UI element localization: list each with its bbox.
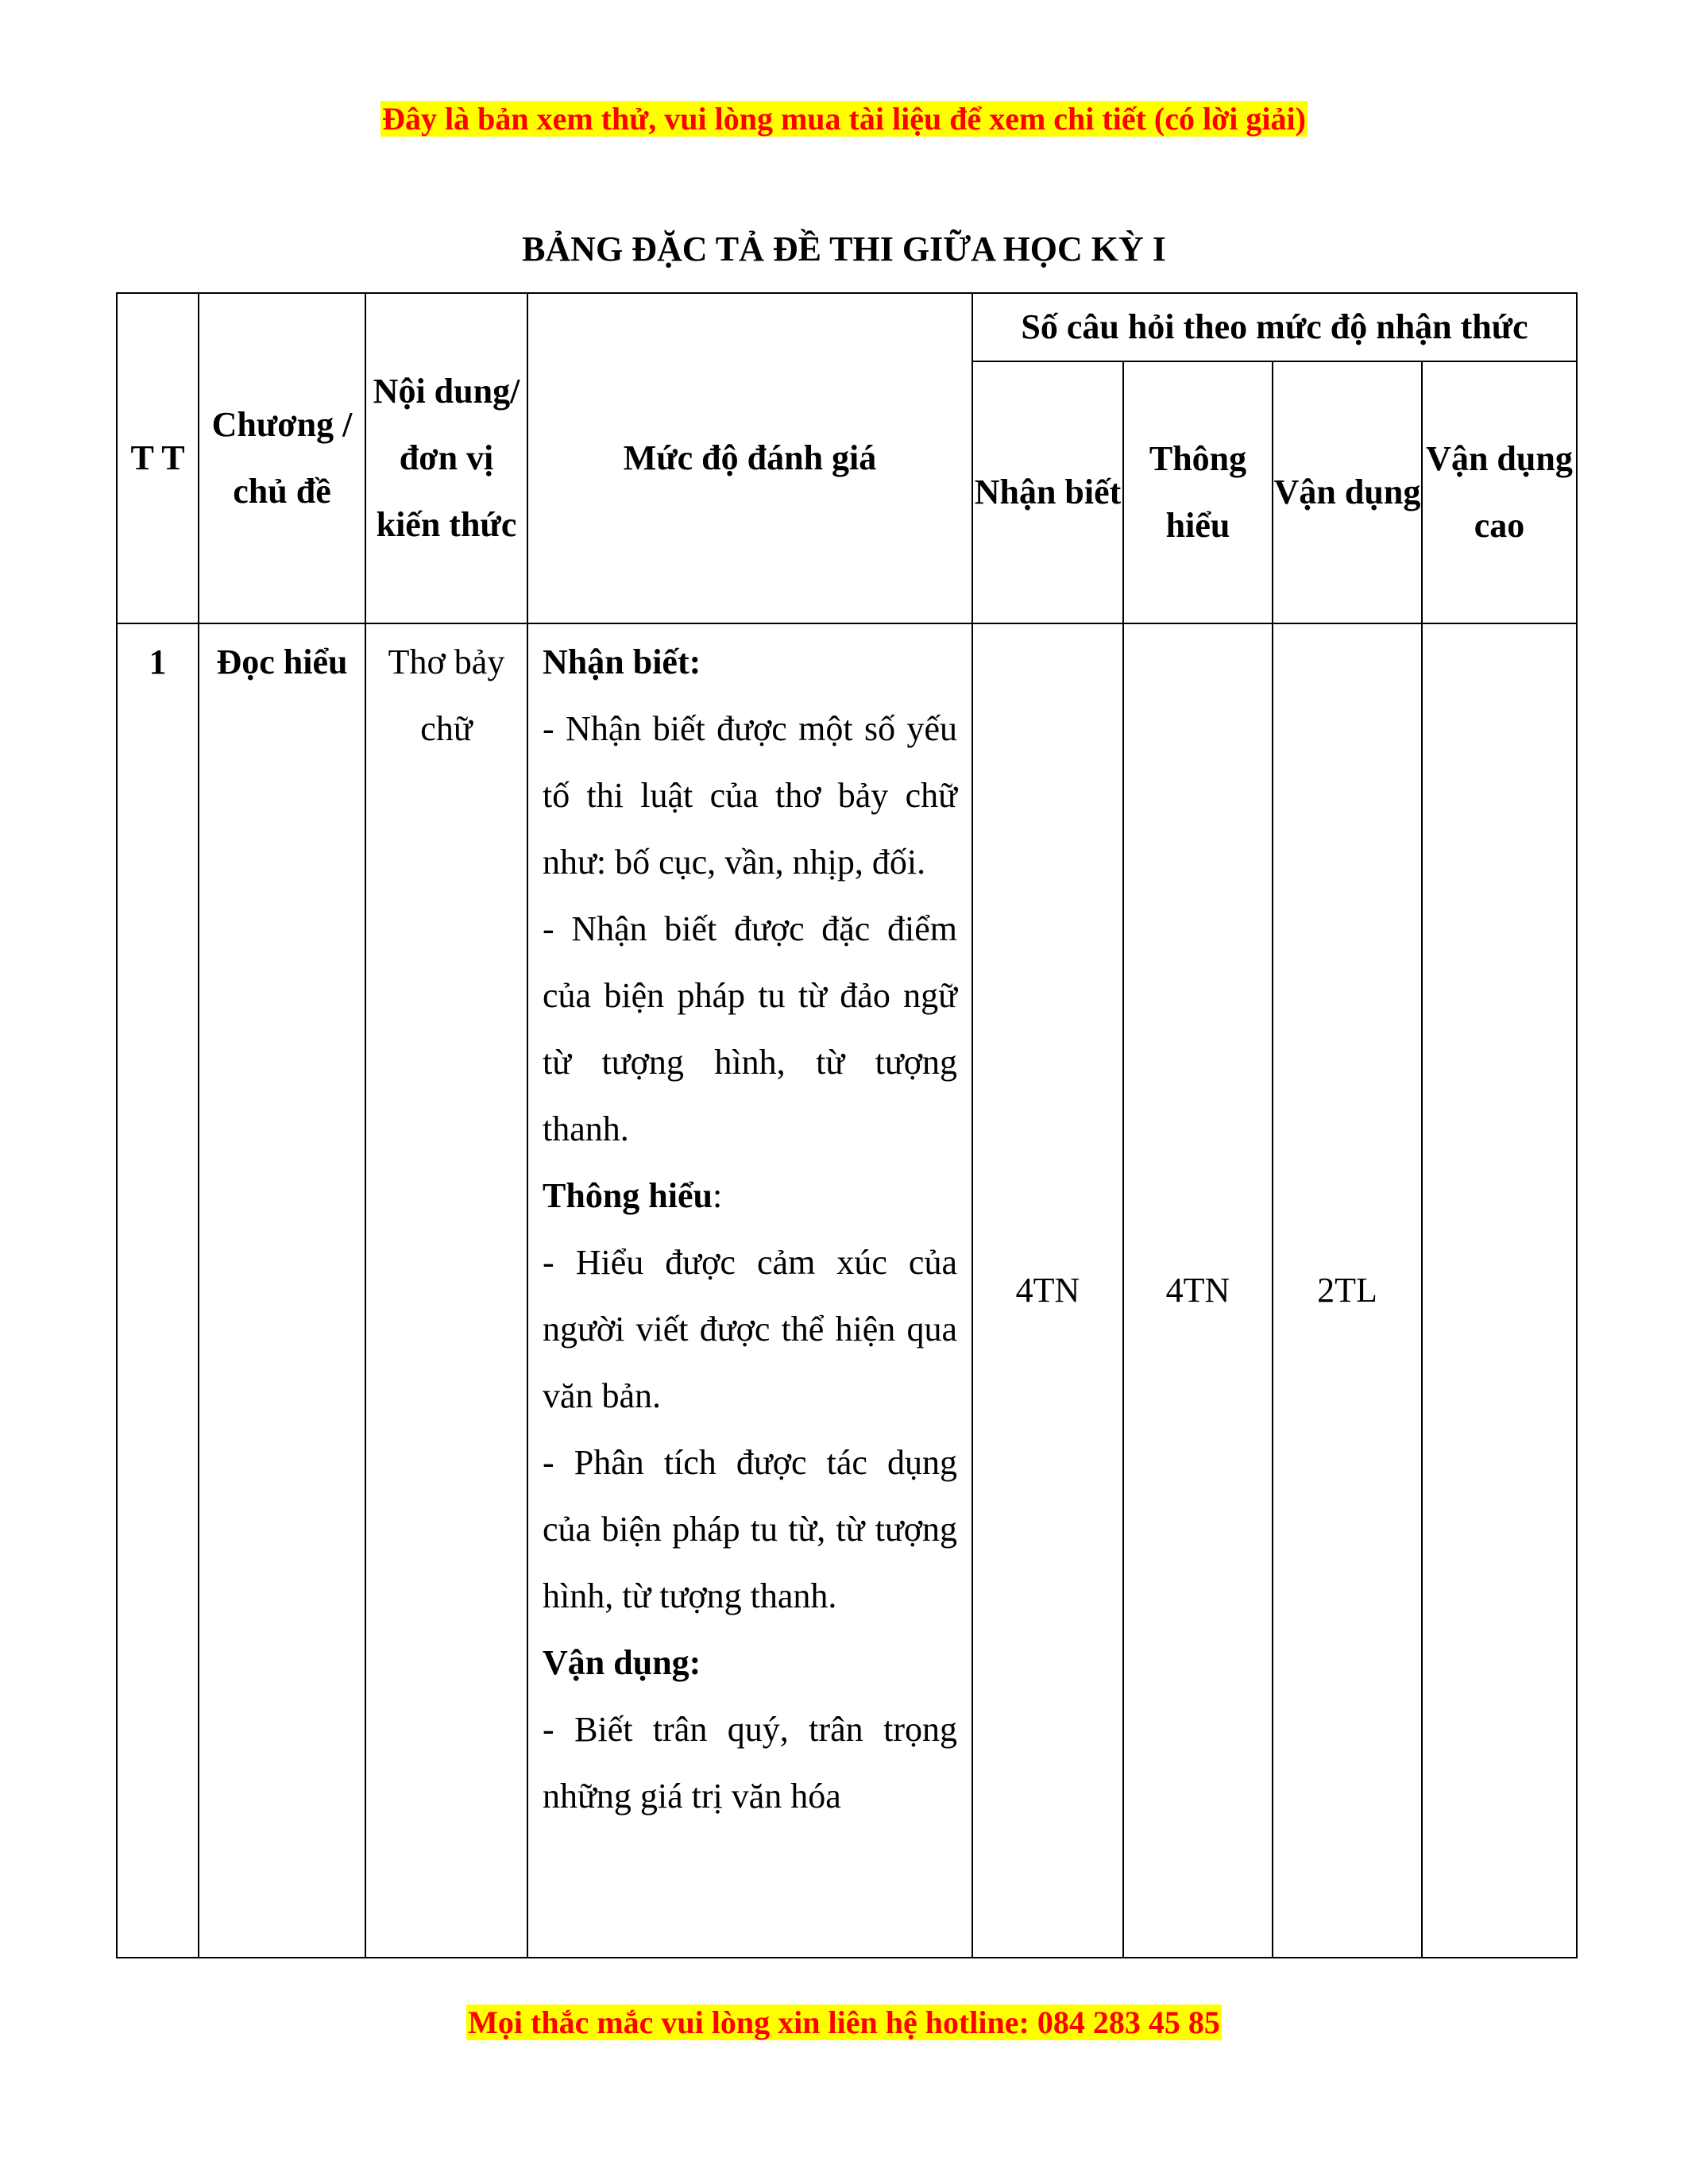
document-title: BẢNG ĐẶC TẢ ĐỀ THI GIỮA HỌC KỲ I xyxy=(522,230,1166,268)
preview-notice-banner xyxy=(0,98,1688,140)
specification-table xyxy=(116,292,1578,1958)
recognition-item: - Nhận biết được đặc điểm của biện pháp tu từ đảo ngữ từ tượng hình, từ tượng thanh. xyxy=(543,909,957,1148)
comprehension-label: Thông hiểu xyxy=(543,1176,713,1215)
comprehension-heading xyxy=(543,1163,957,1229)
row-assessment xyxy=(527,623,972,1958)
preview-notice-text: Đây là bản xem thử, vui lòng mua tài liệu để xem chi tiết (có lời giải) xyxy=(382,101,1306,137)
table-row xyxy=(117,623,1577,1958)
row-content: Thơ bảy chữ xyxy=(365,623,527,1958)
header-content: Nội dung/ đơn vị kiến thức xyxy=(365,293,527,623)
row-number: 1 xyxy=(117,623,199,1958)
recognition-label: Nhận biết: xyxy=(543,642,701,681)
header-tt: T T xyxy=(117,293,199,623)
count-advanced-application xyxy=(1422,623,1577,1958)
header-level-recognition: Nhận biết xyxy=(972,361,1123,623)
header-assessment: Mức độ đánh giá xyxy=(527,293,972,623)
hotline-banner xyxy=(0,2002,1688,2043)
comprehension-item: - Phân tích được tác dụng của biện pháp tu từ, từ tượng hình, từ tượng thanh. xyxy=(543,1443,957,1615)
count-application: 2TL xyxy=(1273,623,1422,1958)
header-level-comprehension: Thông hiểu xyxy=(1123,361,1273,623)
comprehension-item: - Hiểu được cảm xúc của người viết được thể hiện qua văn bản. xyxy=(543,1243,957,1415)
header-level-application: Vận dụng xyxy=(1273,361,1422,623)
hotline-text: Mọi thắc mắc vui lòng xin liên hệ hotline: 084 283 45 85 xyxy=(468,2005,1220,2040)
row-chapter: Đọc hiểu xyxy=(199,623,365,1958)
application-item: - Biết trân quý, trân trọng những giá trị văn hóa xyxy=(543,1710,957,1815)
count-recognition: 4TN xyxy=(972,623,1123,1958)
header-chapter: Chương / chủ đề xyxy=(199,293,365,623)
table-header-row xyxy=(117,293,1577,361)
application-label: Vận dụng: xyxy=(543,1643,701,1682)
recognition-item: - Nhận biết được một số yếu tố thi luật của thơ bảy chữ như: bố cục, vần, nhịp, đối. xyxy=(543,709,957,882)
comprehension-colon: : xyxy=(712,1176,723,1215)
header-levels-group: Số câu hỏi theo mức độ nhận thức xyxy=(972,293,1577,361)
header-level-advanced-application: Vận dụng cao xyxy=(1422,361,1577,623)
count-comprehension: 4TN xyxy=(1123,623,1273,1958)
